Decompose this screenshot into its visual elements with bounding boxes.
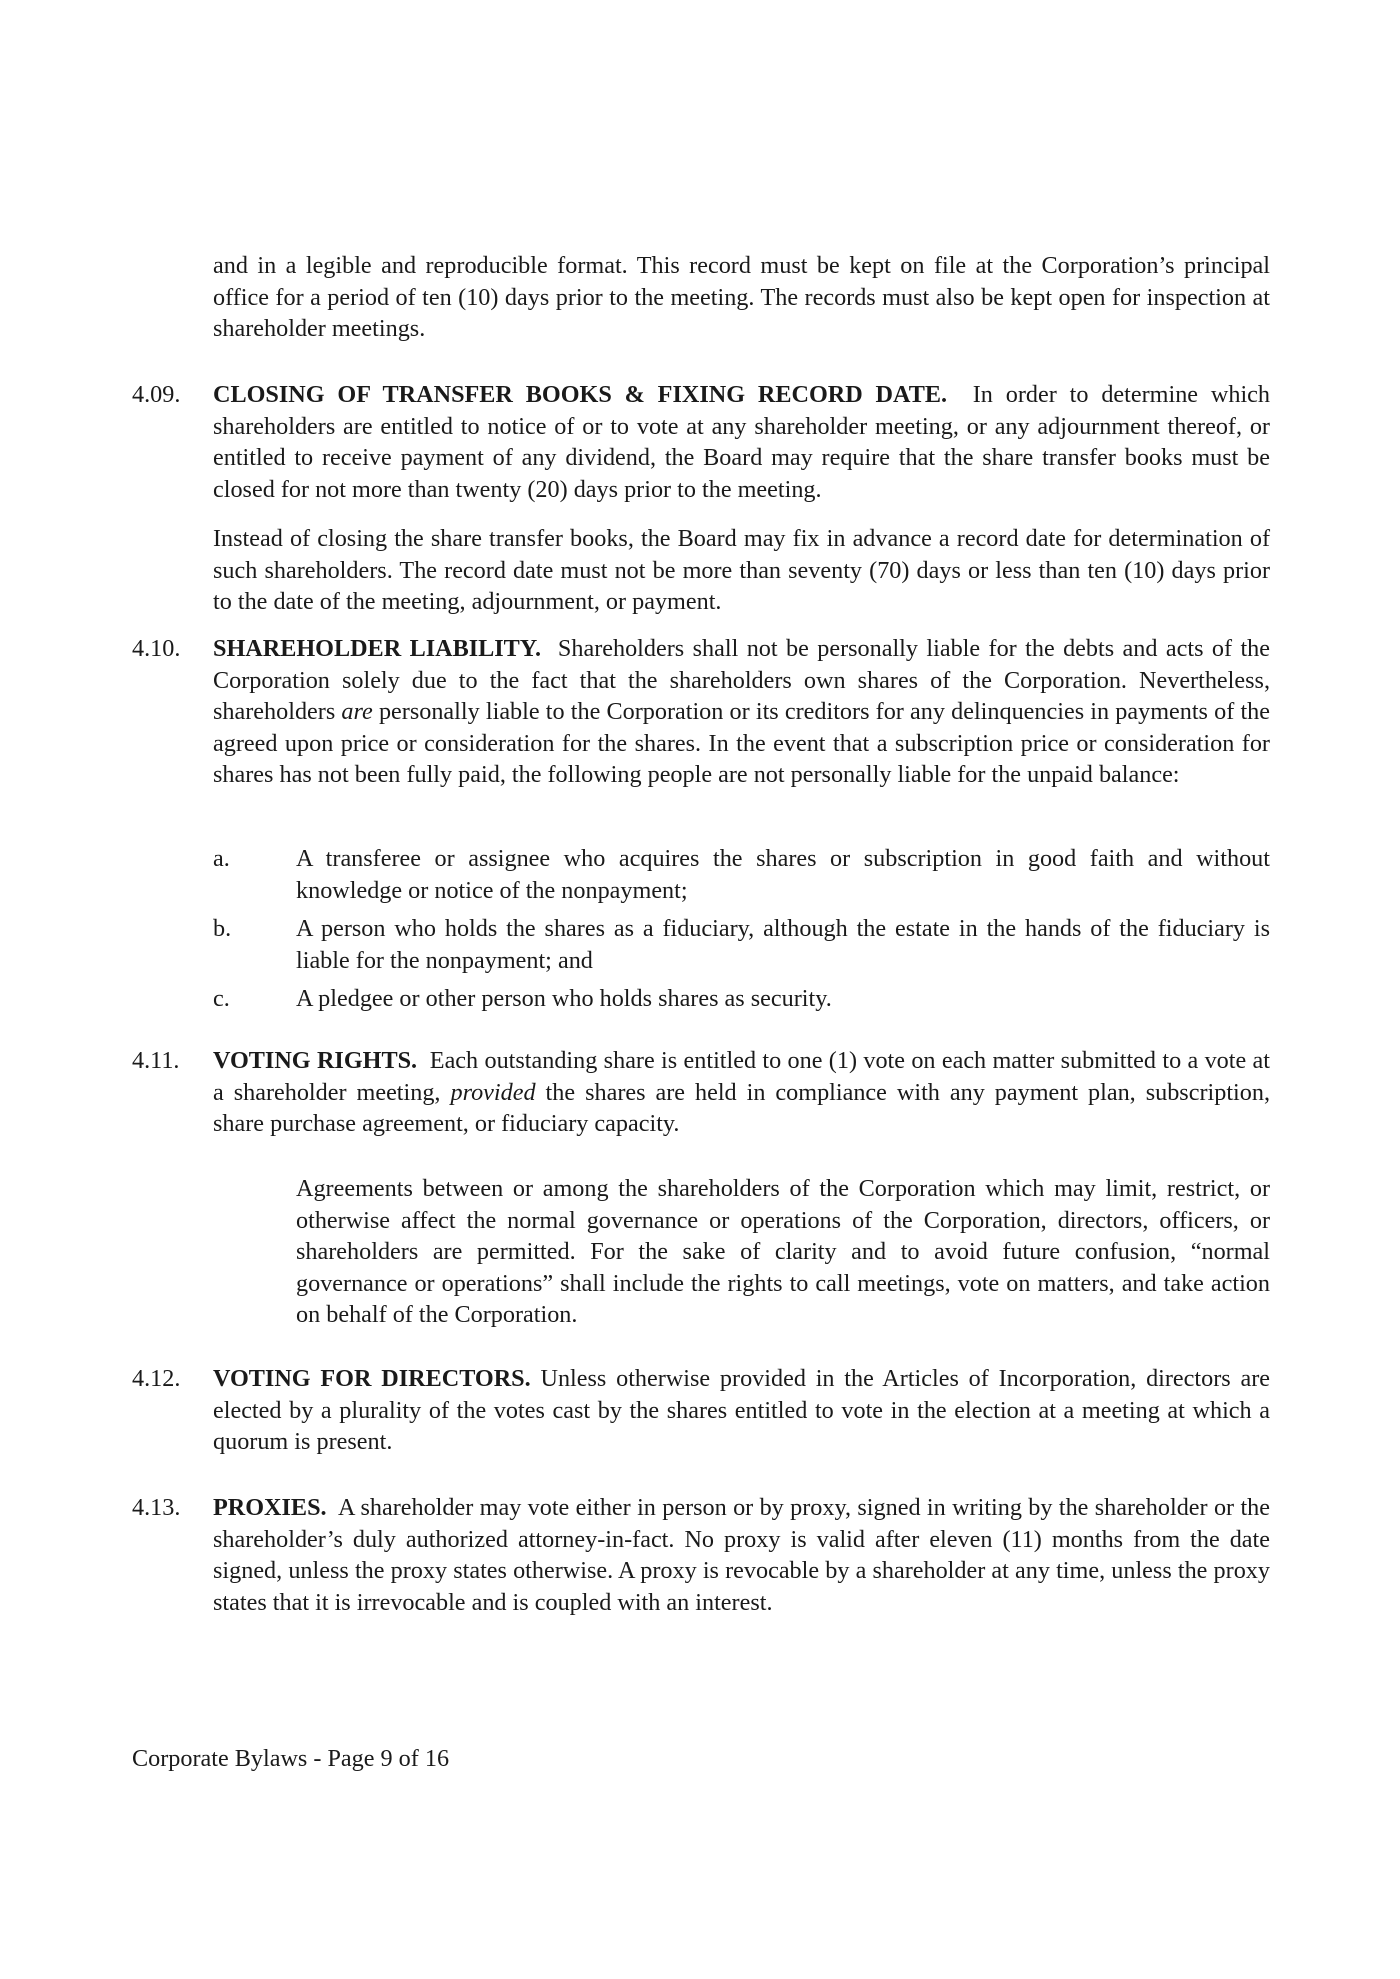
section-4-11-indented-paragraph: Agreements between or among the shareholders of the Corporation which may limit, restrict, or otherwise affect the normal governance or operations of the Corporation, directors, officers, or shareholders are permitted. For the sake of clarity and to avoid future confusion, “normal governance or operations” shall include the rights to call meetings, vote on matters, and take action on behalf of the Corporation. (296, 1175, 1270, 1328)
section-4-12-paragraph (213, 1363, 1270, 1458)
section-4-13-heading: PROXIES. (213, 1494, 327, 1521)
section-4-11-body-emphasis: provided (450, 1078, 536, 1106)
section-4-12-heading: VOTING FOR DIRECTORS. (213, 1365, 531, 1392)
continuation-paragraph: and in a legible and reproducible format. This record must be kept on file at the Corporation’s principal office for a period of ten (10) days prior to the meeting. The records must also be kept open for inspection at shareholder meetings. (213, 252, 1270, 342)
section-4-13-body: A shareholder may vote either in person or by proxy, signed in writing by the shareholder or the shareholder’s duly authorized attorney-in-fact. No proxy is valid after eleven (11) months from the date signed, unless the proxy states otherwise. A proxy is revocable by a shareholder at any time, unless the proxy states that it is irrevocable and is coupled with an interest. (213, 1494, 1270, 1616)
section-4-09-paragraph (213, 379, 1270, 505)
section-4-09-heading: CLOSING OF TRANSFER BOOKS & FIXING RECORD DATE. (213, 381, 948, 408)
section-4-09-paragraph-2: Instead of closing the share transfer books, the Board may fix in advance a record date for determination of such shareholders. The record date must not be more than seventy (70) days or less than ten (10) days prior to the date of the meeting, adjournment, or payment. (213, 525, 1270, 615)
list-item-text-b: A person who holds the shares as a fiduciary, although the estate in the hands of the fiduciary is liable for the nonpayment; and (296, 915, 1270, 974)
section-4-11-body-start: Each outstanding share is entitled to one (1) vote on each matter submitted to a vote at a shareholder meeting, (213, 1047, 1271, 1106)
section-number-4-10: 4.10. (132, 635, 181, 662)
section-number-4-11: 4.11. (132, 1047, 180, 1074)
section-4-10-paragraph (213, 633, 1270, 791)
list-item-letter-b: b. (213, 915, 232, 942)
section-number-4-12: 4.12. (132, 1365, 181, 1392)
section-4-11-body-end: the shares are held in compliance with any payment plan, subscription, share purchase agreement, or fiduciary capacity. (213, 1078, 1270, 1137)
section-number-4-13: 4.13. (132, 1494, 181, 1521)
section-4-11-paragraph (213, 1045, 1270, 1140)
section-4-10-body-end: personally liable to the Corporation or its creditors for any delinquencies in payments of the agreed upon price or consideration for the shares. In the event that a subscription price or consideration for shares has not been fully paid, the following people are not personally liable for the unpaid balance: (213, 698, 1271, 788)
list-item-text-c: A pledgee or other person who holds shares as security. (296, 985, 832, 1012)
section-4-10-body-emphasis: are (341, 698, 373, 725)
list-item-letter-a: a. (213, 845, 230, 872)
section-4-13-paragraph (213, 1492, 1270, 1618)
section-4-10-body-start: Shareholders shall not be personally liable for the debts and acts of the Corporation solely due to the fact that the shareholders own shares of the Corporation. Nevertheless, shareholders (213, 635, 1270, 725)
page-footer: Corporate Bylaws - Page 9 of 16 (132, 1745, 450, 1772)
section-4-09-body: In order to determine which shareholders are entitled to notice of or to vote at any shareholder meeting, or any adjournment thereof, or entitled to receive payment of any dividend, the Board may require that the share transfer books must be closed for not more than twenty (20) days prior to the meeting. (213, 381, 1271, 503)
list-item-text-a: A transferee or assignee who acquires the shares or subscription in good faith and without knowledge or notice of the nonpayment; (296, 845, 1270, 904)
section-4-10-heading: SHAREHOLDER LIABILITY. (213, 635, 542, 662)
section-number-4-09: 4.09. (132, 381, 181, 408)
list-item-letter-c: c. (213, 985, 230, 1012)
section-4-12-body: Unless otherwise provided in the Articles of Incorporation, directors are elected by a plurality of the votes cast by the shares entitled to vote in the election at a meeting at which a quorum is present. (213, 1365, 1271, 1455)
section-4-11-heading: VOTING RIGHTS. (213, 1047, 418, 1074)
